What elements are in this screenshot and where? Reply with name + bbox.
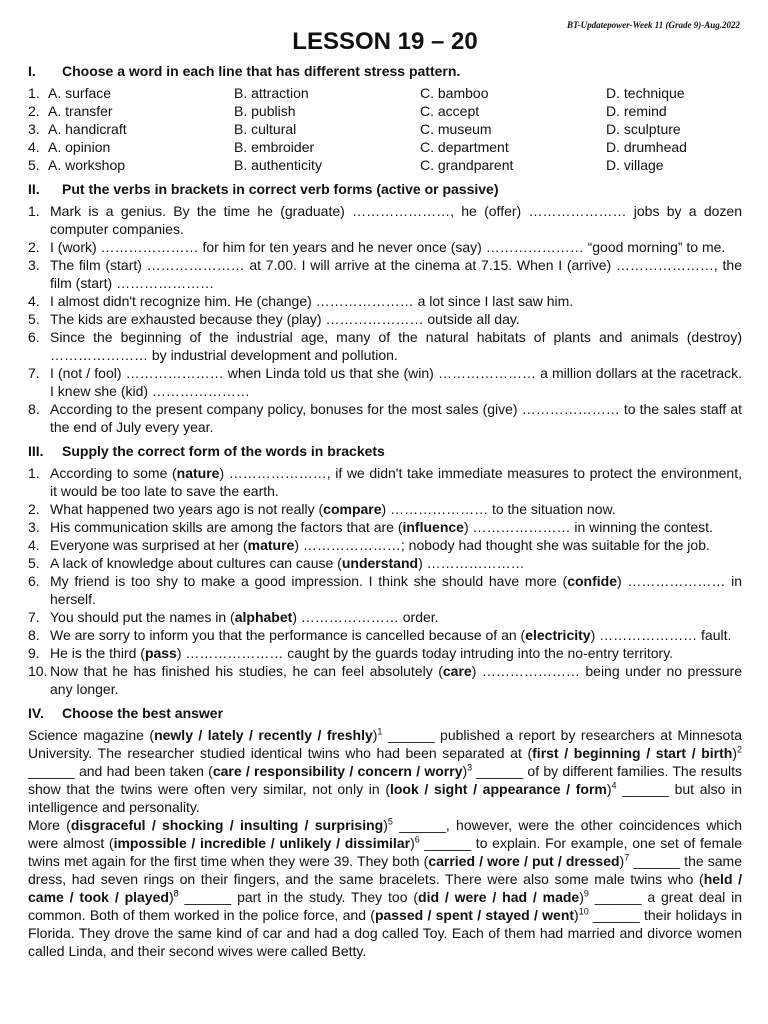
option-b: B. cultural <box>234 121 297 137</box>
word-cue: nature <box>176 465 220 481</box>
item-number: 5. <box>28 157 40 173</box>
option-b: B. authenticity <box>234 157 322 173</box>
list-item <box>28 536 742 554</box>
word-cue: mature <box>247 537 295 553</box>
options-3: care / responsibility / concern / worry <box>212 763 463 779</box>
item-number: 4. <box>28 293 40 309</box>
item-number: 10. <box>28 663 48 679</box>
section-1-list <box>28 84 742 174</box>
option-a: A. opinion <box>48 139 111 155</box>
option-c: C. grandparent <box>420 157 514 173</box>
item-number: 4. <box>28 139 40 155</box>
list-item <box>28 156 742 174</box>
option-b: B. publish <box>234 103 296 119</box>
list-item <box>28 644 742 662</box>
list-item <box>28 464 742 500</box>
item-number: 9. <box>28 645 40 661</box>
item-text: We are sorry to inform you that the performance is cancelled because of an (electricity) ………………… fault. <box>50 627 732 643</box>
item-number: 1. <box>28 85 40 101</box>
option-a: A. surface <box>48 85 112 101</box>
item-number: 2. <box>28 239 40 255</box>
item-text: My friend is too shy to make a good impression. I think she should have more (confide) ………………… in herself. <box>50 573 743 607</box>
list-item <box>28 310 742 328</box>
word-cue: confide <box>567 573 617 589</box>
item-number: 3. <box>28 519 40 535</box>
list-item <box>28 662 742 698</box>
section-3-number: III. <box>28 443 44 459</box>
item-number: 6. <box>28 573 40 589</box>
cloze-passage <box>28 726 742 960</box>
options-1: newly / lately / recently / freshly <box>154 727 373 743</box>
item-number: 2. <box>28 501 40 517</box>
option-d: D. drumhead <box>606 139 687 155</box>
item-number: 7. <box>28 609 40 625</box>
item-text: The kids are exhausted because they (play) ………………… outside all day. <box>50 311 520 327</box>
item-number: 1. <box>28 465 40 481</box>
option-b: B. attraction <box>234 85 309 101</box>
option-c: C. bamboo <box>420 85 489 101</box>
section-1-title: Choose a word in each line that has different stress pattern. <box>62 63 461 79</box>
word-cue: care <box>442 663 472 679</box>
list-item <box>28 120 742 138</box>
section-4-title: Choose the best answer <box>62 705 224 721</box>
list-item <box>28 84 742 102</box>
word-cue: influence <box>402 519 464 535</box>
options-10: passed / spent / stayed / went <box>374 907 575 923</box>
item-text: Since the beginning of the industrial age, many of the natural habitats of plants and animals (destroy) ………………… by industrial development and pollution. <box>50 329 742 363</box>
word-cue: alphabet <box>234 609 293 625</box>
section-1-heading <box>28 62 742 80</box>
passage-paragraph-1: Science magazine (newly / lately / recently / freshly)$^1$ ______ published a report by researchers at Minnesota University. The researcher studied identical twins who had been separated at (first / beginning / start / birth)$^2$ ______ and had been taken (care / responsibility / concern / worry)$^3$ ______ of by different families. The results show that the twins were often very similar, not only in (look / sight / appearance / form)$^4$ ______ but also in intelligence and personality. <box>28 726 743 815</box>
options-4: look / sight / appearance / form <box>389 781 607 797</box>
section-3-heading <box>28 442 742 460</box>
options-7: carried / wore / put / dressed <box>428 853 620 869</box>
list-item <box>28 364 742 400</box>
option-a: A. handicraft <box>48 121 127 137</box>
item-number: 2. <box>28 103 40 119</box>
section-1-number: I. <box>28 63 36 79</box>
item-number: 1. <box>28 203 40 219</box>
item-number: 3. <box>28 121 40 137</box>
section-4-number: IV. <box>28 705 44 721</box>
section-2-list <box>28 202 742 436</box>
list-item <box>28 102 742 120</box>
item-text: You should put the names in (alphabet) ………………… order. <box>50 609 439 625</box>
item-text: According to some (nature) …………………, if we didn't take immediate measures to protect the environment, it would be too late to save the earth. <box>50 465 742 499</box>
item-text: The film (start) ………………… at 7.00. I will arrive at the cinema at 7.15. When I (arrive) …………………, the film (start) ………………… <box>50 257 742 291</box>
list-item <box>28 138 742 156</box>
options-5: disgraceful / shocking / insulting / surprising <box>70 817 384 833</box>
option-d: D. sculpture <box>606 121 681 137</box>
item-text: He is the third (pass) ………………… caught by the guards today intruding into the no-entry territory. <box>50 645 674 661</box>
item-text: A lack of knowledge about cultures can cause (understand) ………………… <box>50 555 525 571</box>
item-number: 4. <box>28 537 40 553</box>
item-number: 6. <box>28 329 40 345</box>
section-2-heading <box>28 180 742 198</box>
item-text: His communication skills are among the factors that are (influence) ………………… in winning the contest. <box>50 519 713 535</box>
options-9: did / were / had / made <box>418 889 580 905</box>
passage-paragraph-2: More (disgraceful / shocking / insulting / surprising)$^5$ ______, however, were the other coincidences which were almost (impossible / incredible / unlikely / dissimilar)$^6$ ______ to explain. For example, one set of female twins met again for the first time when they were 39. They both (carried / wore / put / dressed)$^7$ ______ the same dress, had seven rings on their fingers, and the same bracelets. There were also some male twins who (held / came / took / played)$^8$ ______ part in the study. They too (did / were / had / made)$^9$ ______ a great deal in common. Both of them worked in the police force, and (passed / spent / stayed / went)$^{10}$ ______ their holidays in Florida. They drove the same kind of car and had a dog called Toy. Each of them had married and divorce women called Linda, and their second wives were called Betty. <box>28 816 743 959</box>
header-note: BT-Updatepower-Week 11 (Grade 9)-Aug.2022 <box>567 20 740 30</box>
item-text: According to the present company policy, bonuses for the most sales (give) ………………… to the sales staff at the end of July every year. <box>50 401 742 435</box>
section-3-list <box>28 464 742 698</box>
section-2-title: Put the verbs in brackets in correct verb forms (active or passive) <box>62 181 499 197</box>
list-item <box>28 554 742 572</box>
list-item <box>28 608 742 626</box>
page-title: LESSON 19 – 20 <box>292 28 478 55</box>
item-text: What happened two years ago is not really (compare) ………………… to the situation now. <box>50 501 616 517</box>
list-item <box>28 202 742 238</box>
item-text: I almost didn't recognize him. He (change) ………………… a lot since I last saw him. <box>50 293 574 309</box>
list-item <box>28 572 742 608</box>
list-item <box>28 328 742 364</box>
section-2-number: II. <box>28 181 40 197</box>
item-number: 3. <box>28 257 40 273</box>
option-b: B. embroider <box>234 139 315 155</box>
item-number: 7. <box>28 365 40 381</box>
item-text: I (not / fool) ………………… when Linda told us that she (win) ………………… a million dollars at the racetrack. I knew she (kid) ………………… <box>50 365 742 399</box>
options-6: impossible / incredible / unlikely / dissimilar <box>113 835 411 851</box>
option-a: A. workshop <box>48 157 126 173</box>
item-number: 8. <box>28 401 40 417</box>
list-item <box>28 256 742 292</box>
list-item <box>28 238 742 256</box>
item-number: 5. <box>28 311 40 327</box>
item-number: 8. <box>28 627 40 643</box>
option-d: D. village <box>606 157 664 173</box>
list-item <box>28 626 742 644</box>
list-item <box>28 400 742 436</box>
option-a: A. transfer <box>48 103 113 119</box>
option-c: C. museum <box>420 121 492 137</box>
list-item <box>28 500 742 518</box>
item-text: Mark is a genius. By the time he (graduate) …………………, he (offer) ………………… jobs by a dozen computer companies. <box>50 203 742 237</box>
list-item <box>28 518 742 536</box>
option-d: D. remind <box>606 103 667 119</box>
section-4-heading <box>28 704 742 722</box>
word-cue: compare <box>323 501 382 517</box>
options-8: held / came / took / played <box>28 871 742 905</box>
option-d: D. technique <box>606 85 685 101</box>
item-number: 5. <box>28 555 40 571</box>
item-text: I (work) ………………… for him for ten years and he never once (say) ………………… “good morning” to me. <box>50 239 726 255</box>
item-text: Everyone was surprised at her (mature) …………………; nobody had thought she was suitable for the job. <box>50 537 710 553</box>
word-cue: understand <box>341 555 419 571</box>
item-text: Now that he has finished his studies, he can feel absolutely (care) ………………… being under no pressure any longer. <box>50 663 742 697</box>
option-c: C. accept <box>420 103 480 119</box>
section-3-title: Supply the correct form of the words in brackets <box>62 443 385 459</box>
word-cue: electricity <box>525 627 591 643</box>
word-cue: pass <box>144 645 177 661</box>
list-item <box>28 292 742 310</box>
option-c: C. department <box>420 139 509 155</box>
options-2: first / beginning / start / birth <box>532 745 733 761</box>
